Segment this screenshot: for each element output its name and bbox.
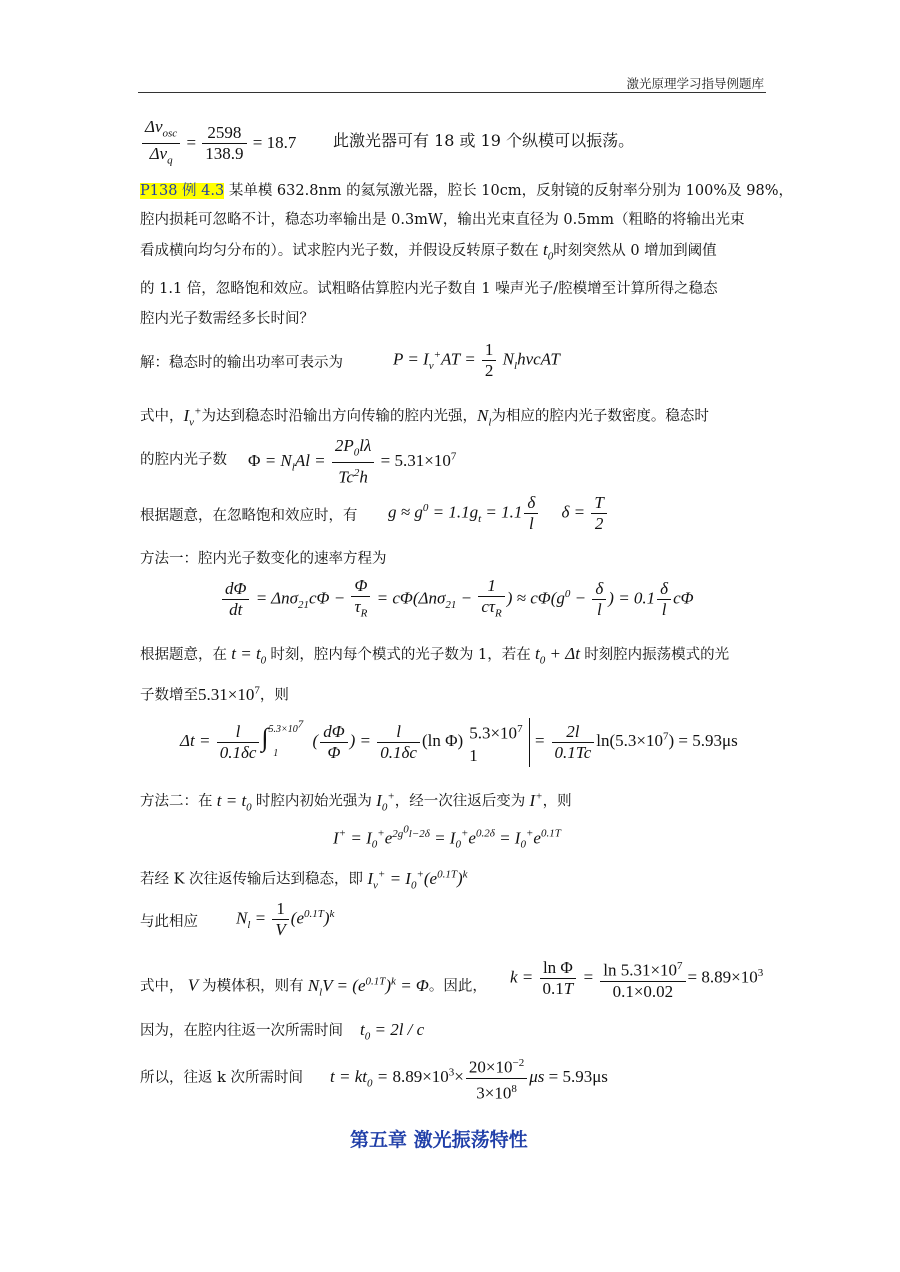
method-one-text-1: 根据题意，在 $t = t_0$ 时刻，腔内每个模式的光子数为 1，若在 $t_0 + \Delta t$ 时刻腔内振荡模式的光 bbox=[140, 644, 730, 667]
solution-intro: 解：稳态时的输出功率可表示为 bbox=[140, 355, 343, 371]
correspond-text: 与此相应 bbox=[140, 914, 198, 930]
k-formula: k = $\frac{\text{ln Φ}}{0.1T}$ = $\frac{\ln 5.31\times 10^7}{0.1\times 0.02}$ = $8.89\times 10^3$ bbox=[510, 956, 763, 1002]
method-one-heading: 方法一：腔内光子数变化的速率方程为 bbox=[140, 551, 387, 567]
mode-count-text: 此激光器可有 18 或 19 个纵模可以振荡。 bbox=[333, 131, 635, 150]
running-header: 激光原理学习指导例题库 bbox=[626, 76, 764, 91]
problem-ref: P138 例 4.3 bbox=[140, 183, 225, 199]
method-one-text-2: 子数增至$5.31\times 10^7$，则 bbox=[140, 684, 289, 704]
problem-line-1: P138 例 4.3 某单模 632.8nm 的氦氖激光器，腔长 10cm，反射镜的反射率分别为 100%及 98%， bbox=[140, 183, 793, 199]
where-two-text: 式中， V 为模体积，则有 $N_lV = (e^{0.1T})^k = \Phi$。因此， bbox=[140, 975, 487, 999]
total-time-formula: $t = kt_0 = 8.89\times 10^3\times$ $\frac{20\times 10^{-2}}{3\times 10^8}$ μs = 5.93μs bbox=[330, 1053, 608, 1103]
density-formula: $N_l$ = $\frac{1}{V}$ $(e^{0.1T})^k$ bbox=[236, 899, 335, 939]
problem-line-2: 腔内损耗可忽略不计，稳态功率输出是 0.3mW，输出光束直径为 0.5mm（粗略的将输出光束 bbox=[140, 212, 745, 228]
total-time-text: 所以，往返 k 次所需时间 bbox=[140, 1070, 304, 1086]
where-line: 式中，$I_\nu^+$为达到稳态时沿输出方向传输的腔内光强，$N_l$为相应的腔内光子数密度。稳态时 bbox=[140, 405, 709, 429]
problem-line-3: 看成横向均匀分布的）。试求腔内光子数，并假设反转原子数在 $t_0$时刻突然从 0 增加到阈值 bbox=[140, 240, 717, 263]
method-two-text: 方法二：在 $t = t_0$ 时腔内初始光强为 $I_0^+$，经一次往返后变为 I+，则 bbox=[140, 790, 572, 814]
header-rule bbox=[138, 92, 766, 93]
gain-formula: $g \approx g^0 = 1.1g_t = 1.1$ $\frac{\delta}{l}$ δ = $\frac{T}{2}$ bbox=[388, 493, 609, 534]
condition-text: 根据题意，在忽略饱和效应时，有 bbox=[140, 508, 358, 524]
roundtrip-text: 因为，在腔内往返一次所需时间 $t_0 = 2l / c$ bbox=[140, 1020, 425, 1043]
k-trip-text: 若经 K 次往返传输后达到稳态，即 $I_\nu^+ = I_0^+(e^{0.1T})^k$ bbox=[140, 868, 468, 892]
rate-equation: $\frac{d\Phi}{dt}$ = Δnσ$_{21}$cΦ − $\frac{\Phi}{\tau_R}$ = cΦ(Δnσ$_{21}$ − $\frac{1}{c\tau_R}$ ) ≈ $c\Phi(g^0$ − $\frac{\delta}{l}$ ) = 0.1 $\frac{\delta}{l}$ cΦ bbox=[220, 576, 694, 623]
photon-label: 的腔内光子数 bbox=[140, 452, 227, 468]
ratio-result: = 18.7 bbox=[252, 132, 297, 152]
intensity-formula: $I^+ = I_0^+e^{2g^0l-2\delta} = I_0^+e^{0.2\delta} = I_0^+e^{0.1T}$ bbox=[333, 823, 561, 851]
photon-formula: $\Phi = N_lAl$ = $\frac{2P_0l\lambda}{Tc^2h}$ = $5.31\times 10^7$ bbox=[248, 436, 457, 488]
mode-ratio-formula: $\frac{\Delta\nu_{osc}}{\Delta\nu_q}$ = $\frac{2598}{138.9}$ = 18.7 bbox=[140, 117, 296, 171]
problem-line-5: 腔内光子数需经多长时间？ bbox=[140, 311, 314, 327]
power-formula: $P = I_\nu^+AT$ = $\frac{1}{2}$ $N_lh\nu cAT$ bbox=[393, 340, 560, 380]
delta-t-formula: Δt = $\frac{l}{0.1\delta c}$ ∫$^{5.3\times 10^7}_1$ ( $\frac{d\Phi}{\Phi}$ ) = $\frac{l}{0.1\delta c}$ (ln Φ) $5.3\times 10^7$ 1 = $\frac{2l}{0.1Tc}$ $\ln(5.3\times 10^7) = 5.93\mu s$ bbox=[180, 718, 738, 765]
chapter-title: 第五章 激光振荡特性 bbox=[350, 1129, 528, 1151]
problem-line-4: 的 1.1 倍，忽略饱和效应。试粗略估算腔内光子数自 1 噪声光子/腔模增至计算所得之稳态 bbox=[140, 281, 718, 297]
